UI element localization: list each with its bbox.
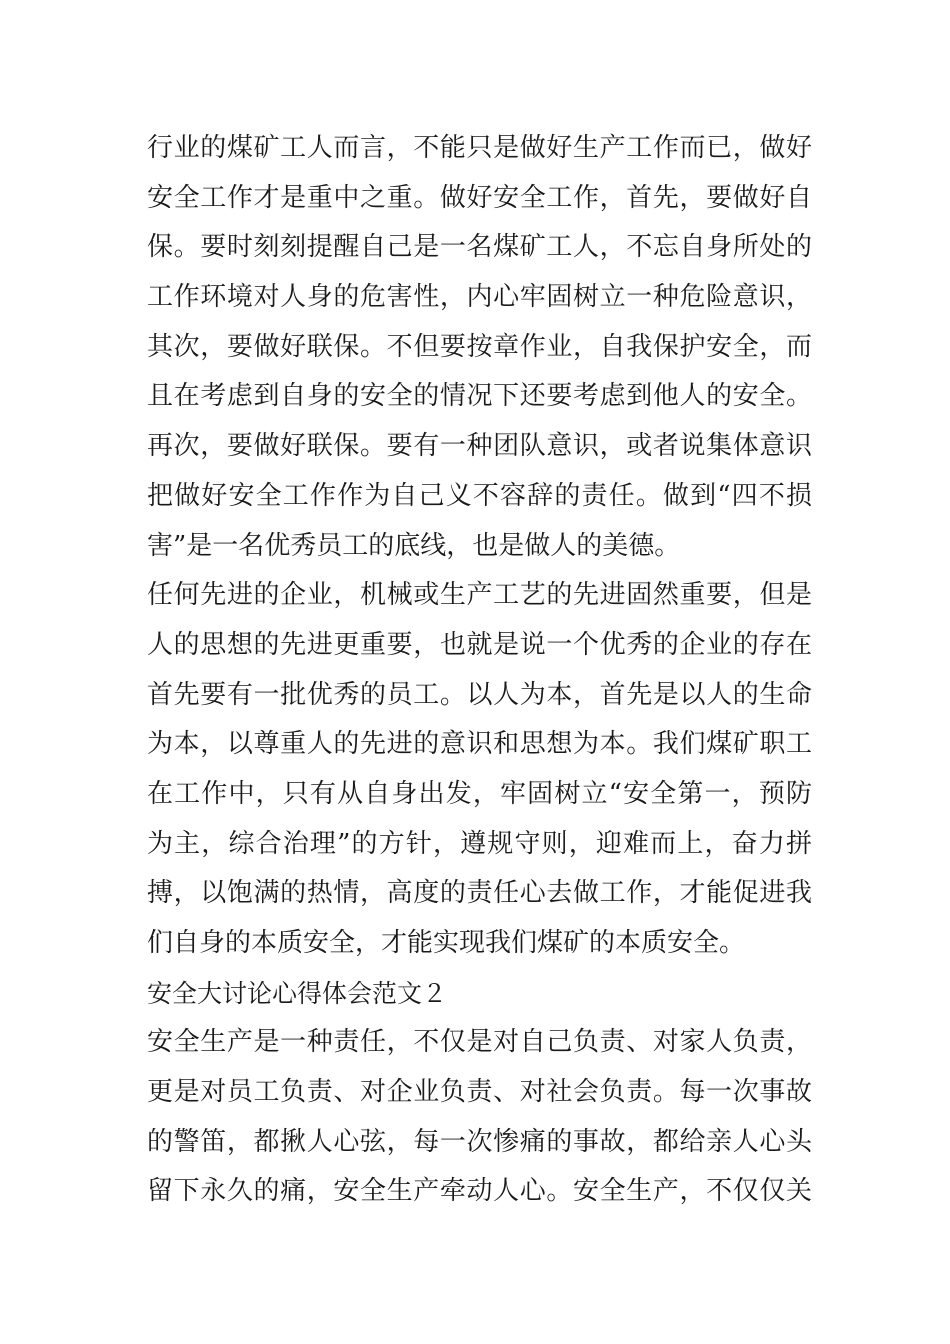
text-line: 再次，要做好联保。要有一种团队意识，或者说集体意识 — [147, 431, 812, 462]
text-line: 保。要时刻刻提醒自己是一名煤矿工人，不忘自身所处的 — [147, 232, 812, 263]
text-line: 为主，综合治理”的方针，遵规守则，迎难而上，奋力拼 — [147, 828, 812, 859]
text-line: 任何先进的企业，机械或生产工艺的先进固然重要，但是 — [147, 580, 812, 611]
document-body — [147, 124, 812, 1217]
text-line: 留下永久的痛，安全生产牵动人心。安全生产，不仅仅关 — [147, 1176, 812, 1207]
text-line: 工作环境对人身的危害性，内心牢固树立一种危险意识， — [147, 282, 812, 313]
text-line: 的警笛，都揪人心弦，每一次惨痛的事故，都给亲人心头 — [147, 1126, 812, 1157]
section-heading: 安全大讨论心得体会范文２ — [147, 978, 448, 1008]
text-line: 其次，要做好联保。不但要按章作业，自我保护安全，而 — [147, 331, 812, 362]
text-line: 把做好安全工作作为自己义不容辞的责任。做到“四不损 — [147, 480, 812, 511]
text-line: 害”是一名优秀员工的底线，也是做人的美德。 — [147, 530, 681, 561]
text-line: 搏，以饱满的热情，高度的责任心去做工作，才能促进我 — [147, 878, 812, 909]
text-line: 行业的煤矿工人而言，不能只是做好生产工作而已，做好 — [147, 133, 812, 163]
text-line: 安全生产是一种责任，不仅是对自己负责、对家人负责， — [147, 1027, 812, 1058]
text-line: 人的思想的先进更重要，也就是说一个优秀的企业的存在 — [147, 629, 812, 660]
text-line: 安全工作才是重中之重。做好安全工作，首先，要做好自 — [147, 182, 812, 213]
text-line: 更是对员工负责、对企业负责、对社会负责。每一次事故 — [147, 1077, 812, 1108]
text-line: 们自身的本质安全，才能实现我们煤矿的本质安全。 — [147, 928, 746, 958]
text-line: 为本，以尊重人的先进的意识和思想为本。我们煤矿职工 — [147, 729, 812, 760]
text-line: 且在考虑到自身的安全的情况下还要考虑到他人的安全。 — [147, 381, 812, 412]
text-line: 在工作中，只有从自身出发，牢固树立“安全第一，预防 — [147, 778, 812, 809]
text-line: 首先要有一批优秀的员工。以人为本，首先是以人的生命 — [147, 679, 812, 710]
